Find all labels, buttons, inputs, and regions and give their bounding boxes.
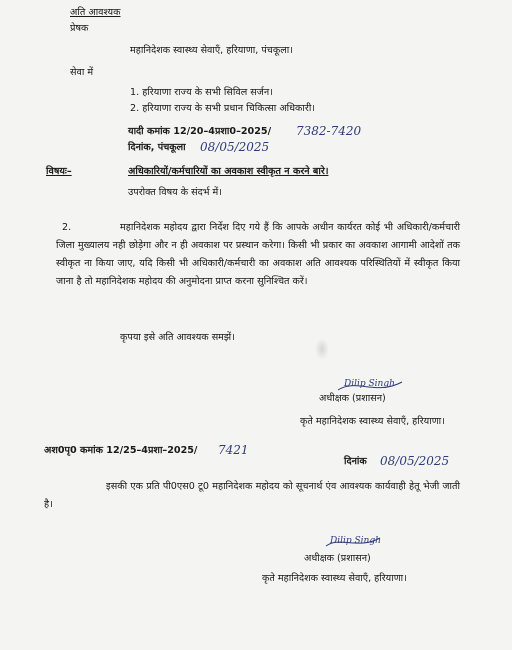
subject-label: विषयः– xyxy=(46,166,72,177)
from-label: प्रेषक xyxy=(70,23,89,34)
memo-number: यादी कमांक 12/20–4प्रशा0–2025/ xyxy=(128,126,272,137)
memo-number-handwritten: 7382-7420 xyxy=(296,124,362,138)
to-label: सेवा में xyxy=(70,67,94,78)
endorsement-number: अश0पृ0 कमांक 12/25–4प्रशा–2025/ xyxy=(44,445,198,456)
urgent-label: अति आवश्यक xyxy=(70,7,121,18)
signature-2-handwritten: Dilip Singh xyxy=(330,536,381,546)
endorsement-date-handwritten: 08/05/2025 xyxy=(380,454,450,468)
endorsement-number-handwritten: 7421 xyxy=(218,443,249,457)
recipient-1: 1. हरियाणा राज्य के सभी सिविल सर्जन। xyxy=(130,87,273,98)
date-label: दिनांक, पंचकूला xyxy=(128,142,186,153)
sender: महानिदेशक स्वास्थ्य सेवाएँ, हरियाणा, पंचकूला। xyxy=(130,45,293,56)
paper-smudge xyxy=(315,338,329,360)
endorsement-text: इसकी एक प्रति पी0एस0 टू0 महानिदेशक महोदय को सूचनार्थ एंव आवश्यक कार्यवाही हेतू भेजी जाती है। xyxy=(44,481,460,510)
subject-text: अधिकारियों/कर्मचारियों का अवकाश स्वीकृत न करने बारे। xyxy=(128,166,329,177)
signature-1-handwritten: Dilip Singh xyxy=(344,379,395,389)
signature-2-designation: अधीक्षक (प्रशासन) xyxy=(304,553,371,564)
signature-1-for-line: कृते महानिदेशक स्वास्थ्य सेवाएँ, हरियाणा। xyxy=(300,416,445,427)
signature-2-for-line: कृते महानिदेशक स्वास्थ्य सेवाएँ, हरियाणा। xyxy=(262,573,407,584)
closing-line: कृपया इसे अति आवश्यक समझें। xyxy=(120,332,235,343)
subject-reference: उपरोक्त विषय के संदर्भ में। xyxy=(128,187,222,198)
body-paragraph: महानिदेशक महोदय द्वारा निर्देश दिए गये हैं कि आपके अधीन कार्यरत कोई भी अधिकारी/कर्मचारी जिला मुख्यालय नही छोड़ेगा और न ही अवकाश पर प्रस्थान करेगा। किसी भी प्रकार का अवकाश आगामी आदेशों तक स्वीकृत ना किया जाए, यदि किसी भी अधिकारी/कर्मचारी का अवकाश अति आवश्यक परिस्थितियों में स्वीकृत किया जाना है तो महानिदेशक महोदय की अनुमोदना प्राप्त करना सुनिश्चित करें। xyxy=(56,222,460,287)
signature-2-flourish xyxy=(324,532,384,552)
recipient-2: 2. हरियाणा राज्य के सभी प्रधान चिकित्सा अधिकारी। xyxy=(130,103,315,114)
paragraph-number: 2. xyxy=(62,222,72,233)
signature-1-designation: अधीक्षक (प्रशासन) xyxy=(319,393,386,404)
date-handwritten: 08/05/2025 xyxy=(200,140,270,154)
endorsement-date-label: दिनांक xyxy=(344,456,367,467)
